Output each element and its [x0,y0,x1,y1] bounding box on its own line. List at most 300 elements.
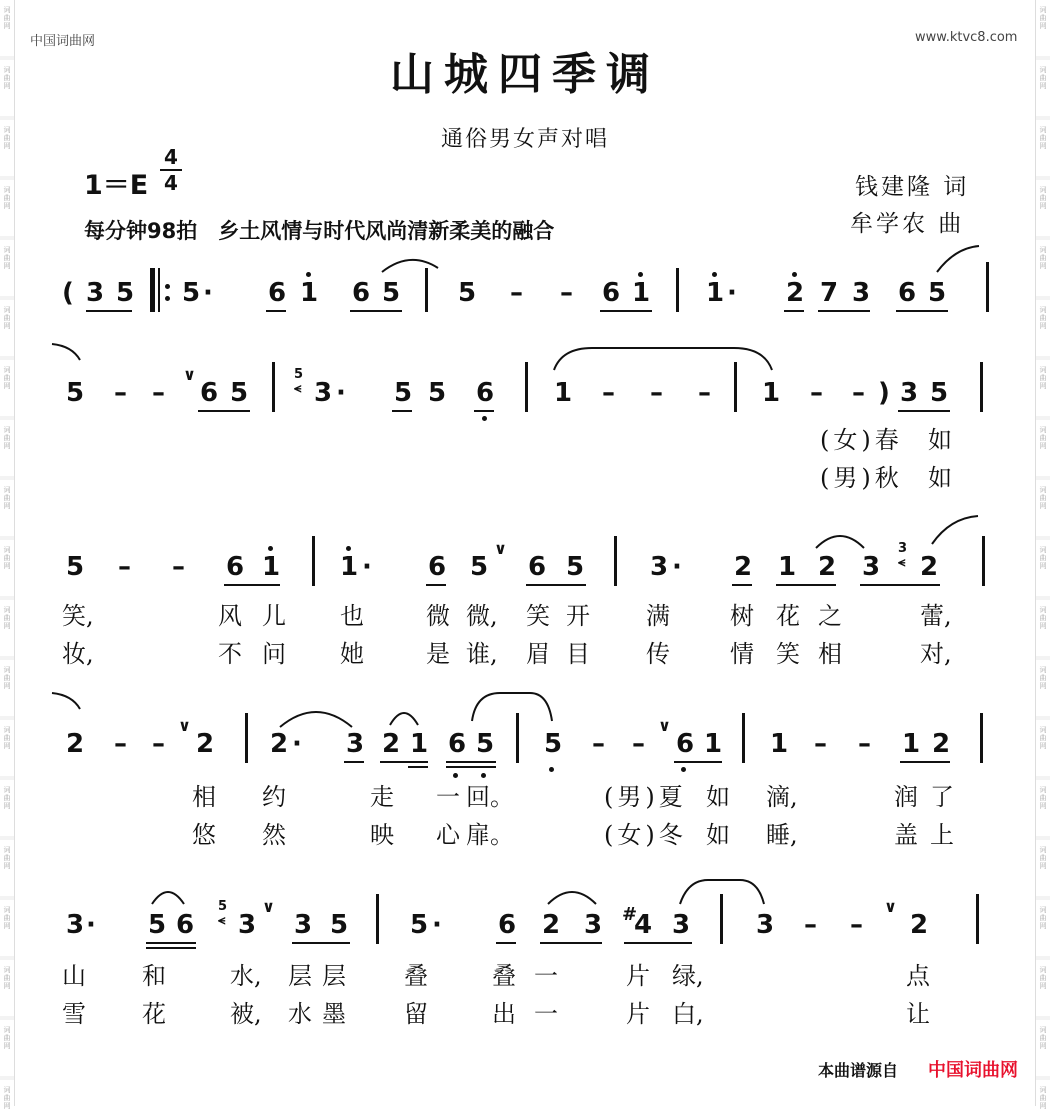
underline [776,584,836,586]
underline [224,584,280,586]
time-signature [160,146,182,194]
dash: – [850,910,863,940]
underline [426,584,446,586]
note: 6 [448,729,467,759]
tempo-marking: 每分钟98拍 乡土风情与时代风尚清新柔美的融合 [84,219,555,243]
lyric: 让 [906,1000,930,1028]
note: 5 [116,278,135,308]
low-octave-dot [453,773,458,778]
note: 1 [410,729,429,759]
note: 3 [756,910,775,940]
slur [278,707,354,729]
lyric: 了 [930,783,954,811]
side-watermark-text: 词 曲 网 [1039,906,1047,930]
note: 6 [602,278,621,308]
note: 1 [770,729,789,759]
underline [380,761,428,763]
slur-start [935,246,980,274]
breath-mark: ∨ [658,716,671,735]
note: 5 [182,278,201,308]
underline [86,310,132,312]
note: 1 [902,729,921,759]
underline [624,942,692,944]
lyric: 谁, [466,640,498,668]
note: 2 [270,729,289,759]
note: 5 [394,378,413,408]
lyric: 润 [894,783,926,811]
score-line-4 [0,716,1050,849]
lyric: 不 [218,640,242,668]
lyric: 眉 [526,640,550,668]
barline [676,268,679,312]
note: 3 [294,910,313,940]
note: 6 [476,378,495,408]
song-subtitle: 通俗男女声对唱 [440,127,609,152]
sharp-sign: # [622,904,638,925]
lyric: 如 [928,464,952,492]
low-octave-dot [681,767,686,772]
dot-marker: · [203,278,213,308]
grace-arrow: ⪪ [218,913,226,928]
underline [898,410,950,412]
side-watermark-text: 词 曲 网 [1039,606,1047,630]
dash: – [152,729,165,759]
side-watermark-text: 词 曲 网 [3,606,11,630]
underline [408,766,428,768]
dash: – [592,729,605,759]
underline [474,410,494,412]
side-watermark-text: 词 曲 网 [3,186,11,210]
lyric: 传 [646,640,670,668]
breath-mark: ∨ [178,716,191,735]
note: 1 [340,552,359,582]
high-octave-dot [346,546,351,551]
note: ( [62,278,74,308]
tie [552,346,774,372]
lyric: 然 [262,821,286,849]
lyric: 上 [930,821,954,849]
lyric: 和 [142,962,166,990]
side-watermark-text: 词 曲 网 [3,306,11,330]
dash: – [804,910,817,940]
barline [272,362,275,412]
lyric: 是 [426,640,450,668]
side-watermark-text: 词 曲 网 [3,66,11,90]
lyric: 点 [906,962,930,990]
underline [860,584,940,586]
underline [292,942,350,944]
side-watermark-text: 词 曲 网 [3,6,11,30]
note: 5 [148,910,167,940]
side-watermark-text: 词 曲 网 [3,486,11,510]
dash: – [172,552,185,582]
side-watermark-text: 词 曲 网 [3,246,11,270]
lyric: 相 [192,783,216,811]
lyric: 花 [776,602,800,630]
note: 2 [542,910,561,940]
grace-arrow: ⪪ [898,555,906,570]
dash: – [114,729,127,759]
note: 5 [66,552,85,582]
side-watermark-text: 词 曲 网 [1039,846,1047,870]
barline [976,894,979,944]
note: 6 [428,552,447,582]
dash: – [858,729,871,759]
note: 7 [820,278,839,308]
side-watermark-text: 词 曲 网 [3,666,11,690]
note: 3 [584,910,603,940]
slur-start [930,516,980,546]
side-watermark-text: 词 曲 网 [1039,366,1047,390]
note: 6 [200,378,219,408]
note: 6 [898,278,917,308]
note: 5 [458,278,477,308]
note: 2 [382,729,401,759]
dash: – [114,378,127,408]
note: 2 [66,729,85,759]
lyric: 悠 [192,821,216,849]
lyric: (男)夏 [604,783,687,811]
lyric: 睡, [766,821,798,849]
lyric: 开 [566,602,590,630]
dot-marker: · [336,378,346,408]
underline [600,310,652,312]
lyric: 她 [340,640,364,668]
side-watermark-text: 词 曲 网 [1039,966,1047,990]
lyric: 笑, [62,602,94,630]
repeat-start-thick-bar [150,268,155,312]
barline [980,362,983,412]
grace-note: 3 [898,541,908,556]
note: 6 [676,729,695,759]
site-url-top-right: www.ktvc8.com [915,30,1018,45]
side-watermark-text: 词 曲 网 [1039,666,1047,690]
note: 3 [650,552,669,582]
underline [526,584,586,586]
underline [350,310,402,312]
dash: – [814,729,827,759]
time-signature-bottom: 4 [164,171,178,195]
note: 5 [544,729,563,759]
side-watermark-text: 词 曲 网 [1039,66,1047,90]
lyric: 扉。 [466,821,514,849]
lyric: 被, [230,1000,262,1028]
time-signature-top: 4 [164,145,178,169]
underline [900,761,950,763]
lyric: 笑 [776,640,800,668]
lyric: 山 [62,962,86,990]
site-name-top-left: 中国词曲网 [30,34,96,49]
low-octave-dot [549,767,554,772]
lyric: 留 [404,1000,428,1028]
slur [814,530,866,550]
note: 3 [86,278,105,308]
key-signature: 1＝E [84,170,149,201]
breath-mark: ∨ [494,539,507,558]
dash: – [118,552,131,582]
side-watermark-text: 词 曲 网 [1039,546,1047,570]
lyric: 雪 [62,1000,86,1028]
dot-marker: · [362,552,372,582]
note: 5 [428,378,447,408]
lyric: 水 [288,1000,312,1028]
high-octave-dot [792,272,797,277]
underline [392,410,412,412]
underline [674,761,722,763]
repeat-dot [165,284,170,289]
note: 2 [910,910,929,940]
side-watermark-text: 词 曲 网 [1039,306,1047,330]
side-watermark-text: 词 曲 网 [1039,246,1047,270]
lyric: 也 [340,602,364,630]
lyric: 叠 [404,962,428,990]
note: 2 [786,278,805,308]
grace-arrow: ⪪ [294,381,302,396]
side-watermark-text: 词 曲 网 [1039,186,1047,210]
lyric: 蕾, [920,602,952,630]
note: 5 [410,910,429,940]
slur-end [52,691,82,711]
side-watermark-text: 词 曲 网 [1039,1086,1047,1110]
lyric: 儿 [262,602,286,630]
lyricist-credit: 钱建隆 词 [855,174,970,200]
low-octave-dot [482,416,487,421]
barline [312,536,315,586]
underline [146,947,196,949]
lyric: 滴, [766,783,798,811]
note: 6 [268,278,287,308]
note: 1 [300,278,319,308]
side-watermark-text: 词 曲 网 [1039,786,1047,810]
dash: – [852,378,865,408]
dot-marker: · [292,729,302,759]
grace-note: 5 [294,367,304,382]
lyric: 层 [288,962,312,990]
side-watermark-text: 词 曲 网 [1039,6,1047,30]
grace-note: 5 [218,899,228,914]
source-site-link[interactable]: 中国词曲网 [928,1060,1018,1081]
low-octave-dot [481,773,486,778]
lyric: 回。 [466,783,514,811]
lyric: 走 [370,783,394,811]
note: 5 [928,278,947,308]
score-line-3 [0,539,1050,670]
dash: – [152,378,165,408]
lyric: 花 [142,1000,166,1028]
underline [446,761,496,763]
lyric: 微 [426,602,450,630]
side-watermark-text: 词 曲 网 [3,846,11,870]
dash: – [602,378,615,408]
barline [614,536,617,586]
lyric: 满 [646,602,670,630]
lyric: 对, [920,640,952,668]
note: 5 [566,552,585,582]
high-octave-dot [712,272,717,277]
breath-mark: ∨ [262,897,275,916]
score-line-2 [0,365,1050,496]
lyric: 叠 [492,962,516,990]
source-label: 本曲谱源自 [818,1061,899,1080]
note: 3 [66,910,85,940]
side-watermark-text: 词 曲 网 [3,366,11,390]
side-watermark-text: 词 曲 网 [1039,126,1047,150]
note: 3 [314,378,333,408]
repeat-start-thin-bar [158,268,160,312]
lyric: 妆, [62,640,94,668]
high-octave-dot [306,272,311,277]
lyric: 心 [436,821,460,849]
underline [732,584,752,586]
lyric: 层 [322,962,346,990]
note: 2 [734,552,753,582]
lyric: 映 [370,821,394,849]
dot-marker: · [672,552,682,582]
lyric: 出 [492,1000,516,1028]
note: 6 [352,278,371,308]
note: 1 [778,552,797,582]
note: 6 [226,552,245,582]
underline [896,310,948,312]
side-watermark-text: 词 曲 网 [1039,726,1047,750]
note: 1 [262,552,281,582]
lyric: 如 [706,783,730,811]
slur [470,691,554,725]
side-watermark-text: 词 曲 网 [3,966,11,990]
note: 3 [862,552,881,582]
lyric: 一 [534,962,558,990]
side-watermark-text: 词 曲 网 [3,546,11,570]
side-watermark-text: 词 曲 网 [3,726,11,750]
note: 1 [762,378,781,408]
score-line-5 [0,897,1050,1028]
barline [525,362,528,412]
underline [818,310,870,312]
note: 3 [346,729,365,759]
note: 5 [230,378,249,408]
dash: – [510,278,523,308]
repeat-dot [165,296,170,301]
note: 5 [66,378,85,408]
barline [720,894,723,944]
note: 6 [176,910,195,940]
lyric: 绿, [672,962,704,990]
dash: – [698,378,711,408]
barline [980,713,983,763]
dash: – [650,378,663,408]
barline [742,713,745,763]
note: 2 [920,552,939,582]
note: 6 [528,552,547,582]
note: 2 [818,552,837,582]
dot-marker: · [86,910,96,940]
barline [516,713,519,763]
high-octave-dot [638,272,643,277]
note: 3 [852,278,871,308]
lyric: 约 [262,783,286,811]
barline [986,262,989,312]
breath-mark: ∨ [183,365,196,384]
lyric: 如 [928,426,952,454]
note: 1 [704,729,723,759]
dot-marker: · [727,278,737,308]
note: 5 [470,552,489,582]
lyric: 风 [218,602,242,630]
note: 1 [706,278,725,308]
lyric: 盖 [894,821,918,849]
dash: – [632,729,645,759]
side-watermark-text: 词 曲 网 [1039,1026,1047,1050]
note: 3 [238,910,257,940]
underline [198,410,250,412]
score-line-1 [0,276,1050,316]
high-octave-dot [268,546,273,551]
note: 3 [672,910,691,940]
slur [546,886,598,906]
note: 5 [382,278,401,308]
underline [540,942,602,944]
lyric: 相 [818,640,842,668]
dash: – [810,378,823,408]
lyric: (女)春 [820,426,903,454]
lyric: 情 [730,640,754,668]
lyric: 墨 [322,1000,346,1028]
breath-mark: ∨ [884,897,897,916]
side-watermark-text: 词 曲 网 [1039,426,1047,450]
note: 5 [930,378,949,408]
lyric: 片 [626,962,650,990]
dash: – [560,278,573,308]
note: 1 [632,278,651,308]
note: 4 [634,910,653,940]
song-title: 山城四季调 [390,49,660,100]
barline [425,268,428,312]
slur [380,254,440,274]
side-watermark-text: 词 曲 网 [3,1086,11,1110]
lyric: 水, [230,962,262,990]
note: 6 [498,910,517,940]
side-watermark-text: 词 曲 网 [3,426,11,450]
note: 2 [196,729,215,759]
note: 1 [554,378,573,408]
side-watermark-text: 词 曲 网 [3,1026,11,1050]
underline [496,942,516,944]
underline [344,761,364,763]
lyric: 微, [466,602,498,630]
slur [388,707,420,727]
close-paren: ) [878,378,890,408]
lyric: 笑 [526,602,550,630]
slur [150,886,186,906]
note: 5 [476,729,495,759]
side-watermark-text: 词 曲 网 [1039,486,1047,510]
lyric: 白, [672,1000,704,1028]
side-watermark-text: 词 曲 网 [3,906,11,930]
side-watermark-text: 词 曲 网 [3,126,11,150]
underline [146,942,196,944]
barline [982,536,985,586]
dot-marker: · [432,910,442,940]
underline [784,310,804,312]
note: 5 [330,910,349,940]
barline [734,362,737,412]
lyric: 一 [534,1000,558,1028]
lyric: (男)秋 [820,464,903,492]
underline [446,766,496,768]
lyric: 片 [626,1000,650,1028]
lyric: 目 [566,640,590,668]
lyric: 问 [262,640,286,668]
